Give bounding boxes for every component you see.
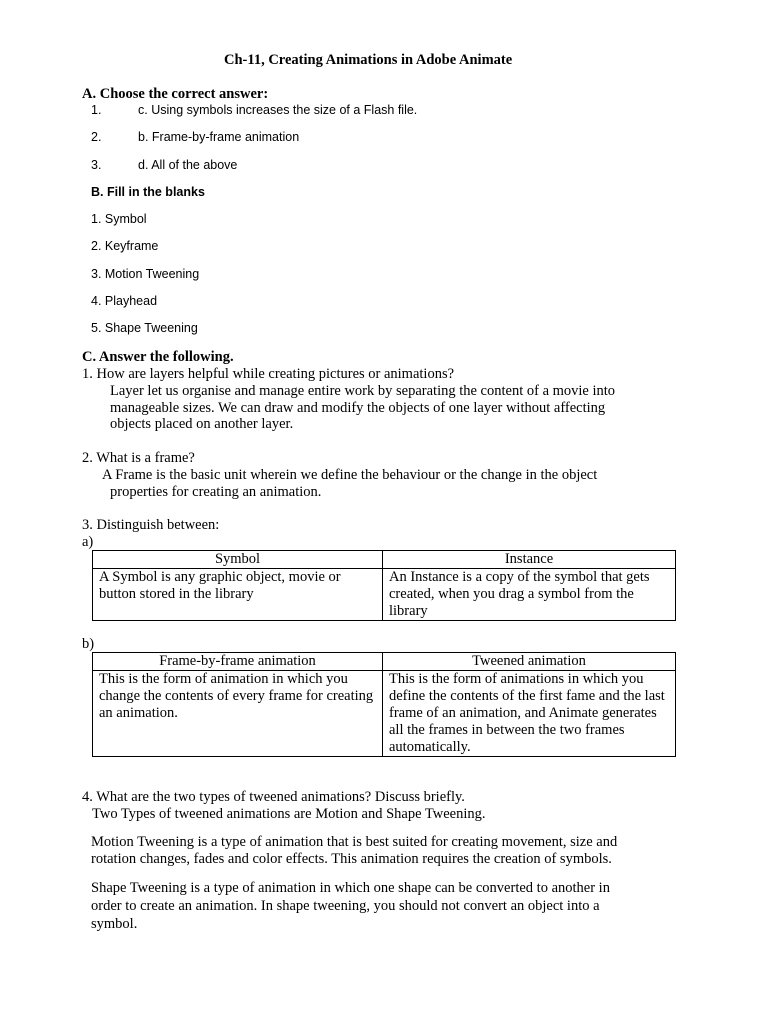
answer-number: 3. [91, 158, 102, 172]
blank-answer: 3. Motion Tweening [91, 267, 200, 281]
answer-1-line: objects placed on another layer. [110, 416, 294, 432]
question-3: 3. Distinguish between: [82, 517, 220, 533]
motion-tweening-line: rotation changes, fades and color effects. This animation requires the creation of symbols. [91, 851, 612, 867]
shape-tweening-line: order to create an animation. In shape tweening, you should not convert an object into a [91, 898, 600, 914]
shape-tweening-line: Shape Tweening is a type of animation in which one shape can be converted to another in [91, 880, 610, 896]
question-4: 4. What are the two types of tweened animations? Discuss briefly. [82, 789, 465, 805]
part-a-label: a) [82, 534, 94, 550]
answer-2-line: A Frame is the basic unit wherein we define the behaviour or the change in the object [102, 467, 598, 483]
motion-tweening-line: Motion Tweening is a type of animation that is best suited for creating movement, size and [91, 834, 618, 850]
answer-1-line: manageable sizes. We can draw and modify the objects of one layer without affecting [110, 400, 606, 416]
answer-number: 1. [91, 103, 102, 117]
blank-answer: 5. Shape Tweening [91, 321, 198, 335]
answer-number: 2. [91, 130, 102, 144]
section-c-heading: C. Answer the following. [82, 349, 234, 365]
page-title: Ch-11, Creating Animations in Adobe Animate [224, 52, 513, 68]
answer-1-line: Layer let us organise and manage entire work by separating the content of a movie into [110, 383, 616, 399]
table-cell: A Symbol is any graphic object, movie or button stored in the library [93, 569, 383, 621]
question-1: 1. How are layers helpful while creating pictures or animations? [82, 366, 455, 382]
table-header: Instance [383, 551, 676, 569]
blank-answer: 4. Playhead [91, 294, 158, 308]
answer-text: d. All of the above [138, 158, 238, 172]
comparison-table-symbol-instance [92, 550, 676, 621]
question-2: 2. What is a frame? [82, 450, 195, 466]
blank-answer: 2. Keyframe [91, 239, 159, 253]
part-b-label: b) [82, 636, 95, 652]
answer-2-line: properties for creating an animation. [110, 484, 322, 500]
comparison-table-frame-tweened [92, 652, 676, 757]
table-cell: This is the form of animations in which you define the contents of the first fame and the last frame of an animation, and Animate generates all the frames in between the two frames automatically. [383, 671, 676, 757]
blank-answer: 1. Symbol [91, 212, 147, 226]
table-header: Symbol [93, 551, 383, 569]
answer-text: c. Using symbols increases the size of a Flash file. [138, 103, 418, 117]
section-b-heading: B. Fill in the blanks [91, 185, 205, 199]
answer-4-intro: Two Types of tweened animations are Motion and Shape Tweening. [92, 806, 486, 822]
section-a-heading: A. Choose the correct answer: [82, 86, 269, 102]
table-cell: An Instance is a copy of the symbol that gets created, when you drag a symbol from the library [383, 569, 676, 621]
table-header: Tweened animation [383, 653, 676, 671]
answer-text: b. Frame-by-frame animation [138, 130, 300, 144]
shape-tweening-line: symbol. [91, 916, 138, 932]
table-header: Frame-by-frame animation [93, 653, 383, 671]
table-cell: This is the form of animation in which you change the contents of every frame for creating an animation. [93, 671, 383, 757]
